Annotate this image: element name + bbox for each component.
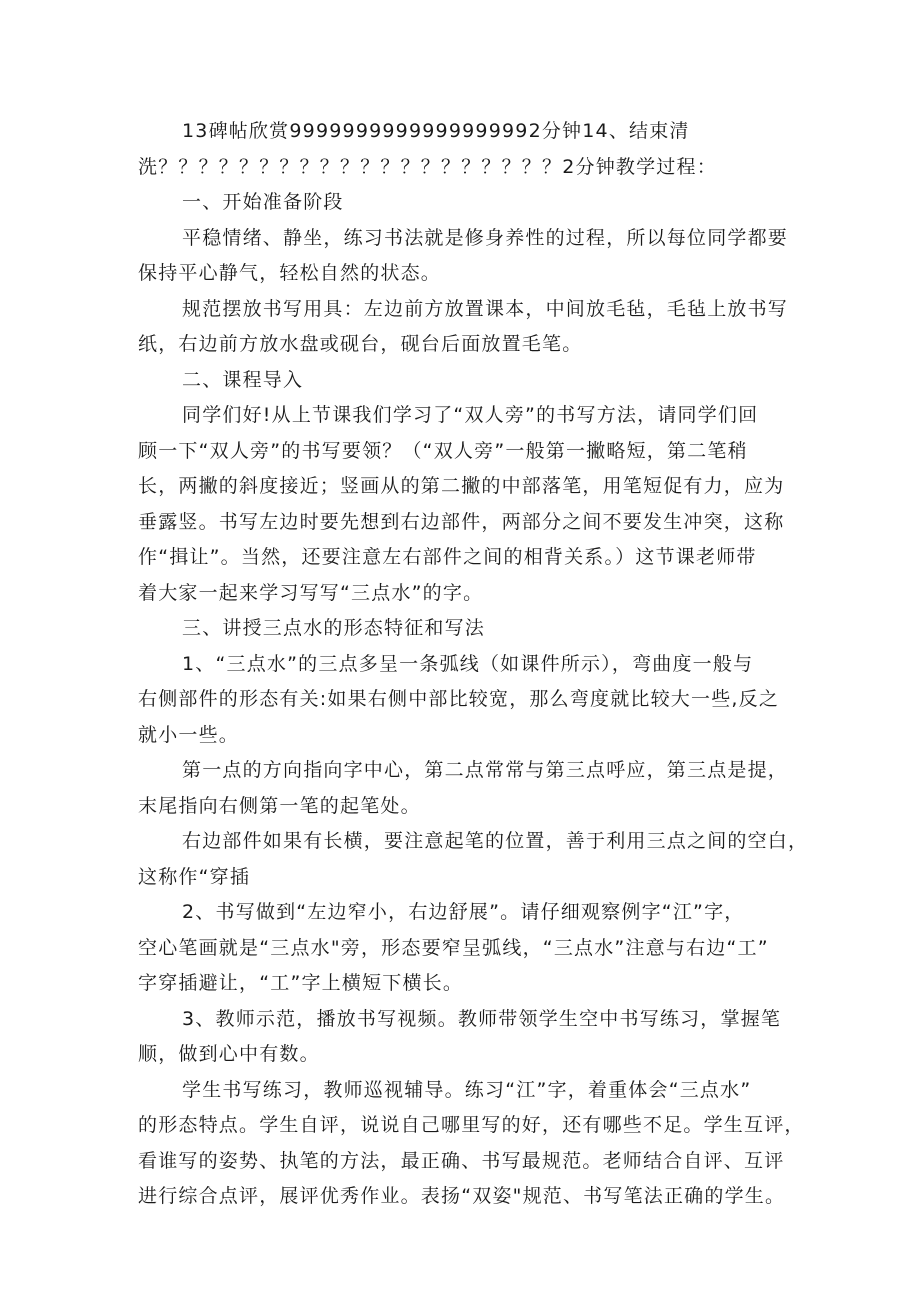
section-heading: 一、开始准备阶段	[182, 191, 344, 213]
text-line: 右侧部件的形态有关:如果右侧中部比较宽，那么弯度就比较大一些,反之	[138, 688, 780, 710]
text-line: 字穿插避让，“工”字上横短下横长。	[138, 972, 464, 994]
text-line: 就小一些。	[138, 723, 240, 746]
text-line: 作“揖让”。当然，还要注意左右部件之间的相背关系。）这节课老师带	[138, 546, 757, 568]
text-line: 平稳情绪、静坐，练习书法就是修身养性的过程，所以每位同学都要	[182, 226, 789, 249]
text-line: 末尾指向右侧第一笔的起笔处。	[138, 794, 421, 817]
text-line: 这称作“穿插	[138, 865, 251, 888]
text-line: 保持平心静气，轻松自然的状态。	[138, 262, 442, 284]
text-line: 的形态特点。学生自评，说说自己哪里写的好，还有哪些不足。学生互评，	[138, 1114, 805, 1136]
text-line: 同学们好!从上节课我们学习了“双人旁”的书写方法，请同学们回	[182, 404, 759, 426]
text-line: 纸，右边前方放水盘或砚台，砚台后面放置毛笔。	[138, 333, 583, 355]
text-line: 洗？？？？？？？？？？？？？？？？？？？？2分钟教学过程：	[138, 155, 717, 178]
text-line: 垂露竖。书写左边时要先想到右边部件，两部分之间不要发生冲突，这称	[138, 510, 785, 533]
text-line: 看谁写的姿势、执笔的方法，最正确、书写最规范。老师结合自评、互评	[138, 1149, 785, 1172]
text-line: 规范摆放书写用具：左边前方放置课本，中间放毛毡，毛毡上放书写	[182, 297, 789, 320]
text-line: 13碑帖欣赏9999999999999999992分钟14、结束清	[182, 120, 690, 142]
text-line: 长，两撇的斜度接近；竖画从的第二撇的中部落笔，用笔短促有力，应为	[138, 475, 785, 497]
text-line: 学生书写练习，教师巡视辅导。练习“江”字，着重体会“三点水”	[182, 1078, 752, 1101]
text-line: 进行综合点评，展评优秀作业。表扬“双姿"规范、书写笔法正确的学生。	[138, 1185, 786, 1207]
text-line: 空心笔画就是“三点水"旁，形态要窄呈弧线，“三点水”注意与右边“工”	[138, 936, 769, 959]
section-heading: 三、讲授三点水的形态特征和写法	[182, 617, 486, 639]
text-line: 着大家一起来学习写写“三点水”的字。	[138, 581, 484, 604]
text-line: 顺，做到心中有数。	[138, 1043, 320, 1065]
document-body	[138, 114, 809, 1215]
text-line: 2、书写做到“左边窄小，右边舒展”。请仔细观察例字“江”字，	[182, 901, 745, 923]
text-line: 第一点的方向指向字中心，第二点常常与第三点呼应，第三点是提，	[182, 759, 789, 781]
text-line: 右边部件如果有长横，要注意起笔的位置，善于利用三点之间的空白，	[182, 830, 809, 852]
text-line: 1、“三点水”的三点多呈一条弧线（如课件所示），弯曲度一般与	[182, 652, 754, 675]
section-heading: 二、课程导入	[182, 368, 304, 391]
text-line: 顾一下“双人旁”的书写要领？（“双人旁”一般第一撇略短，第二笔稍	[138, 439, 748, 462]
text-line: 3、教师示范，播放书写视频。教师带领学生空中书写练习，掌握笔	[182, 1007, 782, 1030]
